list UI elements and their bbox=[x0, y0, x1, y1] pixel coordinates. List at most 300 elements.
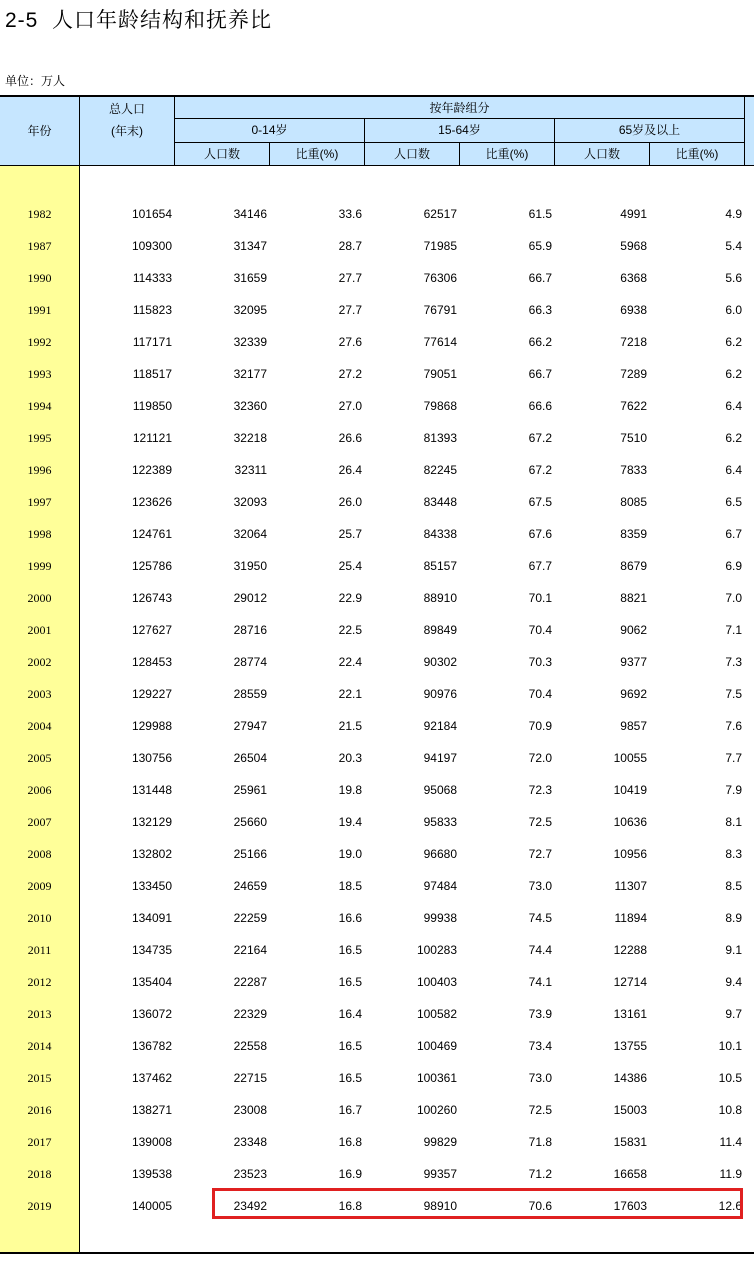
cell-pop-0-14: 32093 bbox=[233, 495, 267, 509]
cell-pct-0-14: 25.4 bbox=[338, 559, 362, 573]
table-row bbox=[0, 774, 754, 806]
cell-pct-65: 6.2 bbox=[725, 335, 742, 349]
cell-pop-0-14: 22558 bbox=[233, 1039, 267, 1053]
cell-pct-0-14: 27.7 bbox=[338, 271, 362, 285]
table-row bbox=[0, 518, 754, 550]
header-divider-1 bbox=[175, 118, 744, 119]
cell-pop-15-64: 79051 bbox=[423, 367, 457, 381]
table-row bbox=[0, 262, 754, 294]
cell-year: 2016 bbox=[27, 1103, 52, 1117]
cell-pop-65: 11894 bbox=[614, 911, 647, 925]
cell-pop-15-64: 94197 bbox=[423, 751, 457, 765]
cell-pop-15-64: 71985 bbox=[423, 239, 457, 253]
cell-total: 129988 bbox=[131, 719, 172, 733]
table-row bbox=[0, 454, 754, 486]
cell-pct-0-14: 25.7 bbox=[338, 527, 362, 541]
cell-pct-65: 7.1 bbox=[725, 623, 742, 637]
cell-year: 2009 bbox=[27, 879, 52, 893]
cell-pop-15-64: 95833 bbox=[423, 815, 457, 829]
cell-pop-15-64: 100403 bbox=[416, 975, 457, 989]
cell-pct-0-14: 16.5 bbox=[338, 943, 362, 957]
cell-pct-0-14: 22.4 bbox=[338, 655, 362, 669]
cell-pct-0-14: 19.4 bbox=[338, 815, 362, 829]
cell-pct-0-14: 16.8 bbox=[338, 1199, 362, 1213]
cell-pop-65: 7218 bbox=[620, 335, 647, 349]
cell-pop-0-14: 34146 bbox=[233, 207, 267, 221]
cell-pop-15-64: 81393 bbox=[423, 431, 457, 445]
cell-total: 124761 bbox=[131, 527, 172, 541]
cell-pop-15-64: 76791 bbox=[423, 303, 457, 317]
cell-pop-65: 15003 bbox=[613, 1103, 647, 1117]
cell-pct-65: 7.0 bbox=[725, 591, 742, 605]
cell-year: 2006 bbox=[27, 783, 52, 797]
cell-pop-65: 10055 bbox=[613, 751, 647, 765]
table-row bbox=[0, 1158, 754, 1190]
cell-pct-15-64: 70.4 bbox=[528, 623, 552, 637]
cell-pop-65: 13755 bbox=[613, 1039, 647, 1053]
table-row bbox=[0, 998, 754, 1030]
cell-pct-0-14: 22.1 bbox=[338, 687, 362, 701]
table-row bbox=[0, 582, 754, 614]
cell-pop-65: 12288 bbox=[613, 943, 647, 957]
cell-pct-15-64: 72.3 bbox=[528, 783, 552, 797]
header-year: 年份 bbox=[27, 124, 52, 138]
cell-year: 2010 bbox=[27, 911, 52, 925]
cell-pop-65: 6368 bbox=[620, 271, 647, 285]
cell-pop-15-64: 79868 bbox=[423, 399, 457, 413]
cell-pop-65: 9377 bbox=[620, 655, 647, 669]
cell-pct-15-64: 66.6 bbox=[528, 399, 552, 413]
cell-pct-0-14: 22.9 bbox=[338, 591, 362, 605]
table-row bbox=[0, 358, 754, 390]
cell-total: 134735 bbox=[131, 943, 172, 957]
table-row bbox=[0, 294, 754, 326]
cell-pct-65: 6.9 bbox=[725, 559, 742, 573]
cell-pop-15-64: 97484 bbox=[423, 879, 457, 893]
header-col-line bbox=[744, 96, 745, 166]
cell-total: 128453 bbox=[131, 655, 172, 669]
header-col-line bbox=[79, 96, 80, 166]
cell-pct-0-14: 26.4 bbox=[338, 463, 362, 477]
cell-total: 101654 bbox=[131, 207, 172, 221]
cell-total: 114333 bbox=[132, 271, 172, 285]
cell-pct-65: 9.4 bbox=[725, 975, 742, 989]
cell-pct-15-64: 70.4 bbox=[528, 687, 552, 701]
table-row bbox=[0, 550, 754, 582]
cell-pop-65: 9692 bbox=[620, 687, 647, 701]
table-body bbox=[0, 198, 754, 1222]
cell-pct-0-14: 16.5 bbox=[338, 1039, 362, 1053]
cell-year: 1998 bbox=[27, 527, 52, 541]
header-col-line bbox=[174, 96, 175, 166]
cell-pop-65: 9857 bbox=[620, 719, 647, 733]
cell-pop-0-14: 22164 bbox=[233, 943, 267, 957]
cell-pop-0-14: 32177 bbox=[233, 367, 267, 381]
cell-pop-0-14: 32095 bbox=[233, 303, 267, 317]
cell-pct-65: 7.9 bbox=[725, 783, 742, 797]
cell-pct-0-14: 27.0 bbox=[338, 399, 362, 413]
cell-pct-15-64: 70.3 bbox=[528, 655, 552, 669]
cell-year: 2017 bbox=[27, 1135, 52, 1149]
cell-pct-15-64: 71.8 bbox=[528, 1135, 552, 1149]
header-col-line bbox=[269, 142, 270, 166]
cell-total: 126743 bbox=[131, 591, 172, 605]
cell-pct-0-14: 22.5 bbox=[338, 623, 362, 637]
cell-pct-65: 8.3 bbox=[725, 847, 742, 861]
cell-pop-0-14: 28774 bbox=[233, 655, 267, 669]
cell-year: 1987 bbox=[27, 239, 52, 253]
cell-pct-0-14: 33.6 bbox=[338, 207, 362, 221]
cell-pct-0-14: 18.5 bbox=[338, 879, 362, 893]
cell-pop-0-14: 22259 bbox=[233, 911, 267, 925]
cell-pct-65: 10.5 bbox=[718, 1071, 742, 1085]
cell-pop-15-64: 100283 bbox=[416, 943, 457, 957]
cell-total: 122389 bbox=[131, 463, 172, 477]
table-row bbox=[0, 806, 754, 838]
table-row bbox=[0, 1126, 754, 1158]
cell-pct-65: 5.4 bbox=[725, 239, 742, 253]
cell-year: 1999 bbox=[27, 559, 52, 573]
cell-pct-65: 9.7 bbox=[725, 1007, 742, 1021]
table-row bbox=[0, 838, 754, 870]
cell-pct-15-64: 70.9 bbox=[528, 719, 552, 733]
cell-pop-65: 9062 bbox=[620, 623, 647, 637]
cell-total: 129227 bbox=[131, 687, 172, 701]
cell-pop-0-14: 23008 bbox=[233, 1103, 267, 1117]
cell-pct-15-64: 73.0 bbox=[528, 1071, 552, 1085]
cell-pct-0-14: 19.0 bbox=[338, 847, 362, 861]
cell-total: 132802 bbox=[131, 847, 172, 861]
cell-total: 138271 bbox=[131, 1103, 172, 1117]
cell-pct-0-14: 26.6 bbox=[338, 431, 362, 445]
cell-pop-15-64: 76306 bbox=[423, 271, 457, 285]
cell-pct-0-14: 16.5 bbox=[338, 975, 362, 989]
cell-pop-0-14: 28559 bbox=[233, 687, 267, 701]
cell-pop-0-14: 22287 bbox=[233, 975, 267, 989]
cell-pct-0-14: 16.5 bbox=[338, 1071, 362, 1085]
cell-pct-15-64: 72.5 bbox=[528, 1103, 552, 1117]
header-group-0-14: 0-14岁 bbox=[251, 123, 288, 137]
cell-pop-65: 4991 bbox=[620, 207, 647, 221]
cell-pop-0-14: 31347 bbox=[233, 239, 267, 253]
cell-pct-15-64: 72.7 bbox=[528, 847, 552, 861]
cell-pop-65: 8821 bbox=[620, 591, 647, 605]
cell-year: 2003 bbox=[27, 687, 52, 701]
table-row bbox=[0, 646, 754, 678]
cell-pct-15-64: 71.2 bbox=[528, 1167, 552, 1181]
cell-pop-0-14: 25660 bbox=[233, 815, 267, 829]
cell-pct-0-14: 21.5 bbox=[338, 719, 362, 733]
cell-pct-65: 4.9 bbox=[725, 207, 742, 221]
cell-pop-15-64: 92184 bbox=[423, 719, 457, 733]
cell-total: 121121 bbox=[132, 431, 172, 445]
header-pop-15-64: 人口数 bbox=[393, 147, 430, 161]
cell-total: 139538 bbox=[131, 1167, 172, 1181]
cell-year: 1991 bbox=[27, 303, 52, 317]
cell-pop-15-64: 100361 bbox=[416, 1071, 457, 1085]
cell-pop-65: 7622 bbox=[620, 399, 647, 413]
cell-pct-0-14: 16.7 bbox=[338, 1103, 362, 1117]
cell-pop-65: 5968 bbox=[620, 239, 647, 253]
cell-year: 2015 bbox=[27, 1071, 52, 1085]
cell-pct-65: 10.8 bbox=[718, 1103, 742, 1117]
cell-pct-0-14: 19.8 bbox=[338, 783, 362, 797]
cell-total: 118517 bbox=[132, 367, 172, 381]
cell-pct-0-14: 16.8 bbox=[338, 1135, 362, 1149]
cell-pop-0-14: 32064 bbox=[233, 527, 267, 541]
header-pct-15-64: 比重(%) bbox=[485, 147, 529, 161]
cell-pop-0-14: 24659 bbox=[233, 879, 267, 893]
cell-pct-65: 6.2 bbox=[725, 367, 742, 381]
cell-pop-0-14: 23492 bbox=[233, 1199, 267, 1213]
cell-pct-15-64: 74.1 bbox=[528, 975, 552, 989]
cell-pct-15-64: 70.1 bbox=[528, 591, 552, 605]
cell-pop-15-64: 77614 bbox=[423, 335, 457, 349]
table-row bbox=[0, 1062, 754, 1094]
cell-pct-65: 8.5 bbox=[725, 879, 742, 893]
cell-pct-15-64: 61.5 bbox=[528, 207, 552, 221]
cell-pop-0-14: 32311 bbox=[234, 463, 267, 477]
cell-pop-65: 13161 bbox=[613, 1007, 647, 1021]
table-row bbox=[0, 678, 754, 710]
cell-pct-65: 6.4 bbox=[725, 463, 742, 477]
cell-pct-65: 6.7 bbox=[725, 527, 742, 541]
cell-pop-0-14: 32360 bbox=[233, 399, 267, 413]
cell-total: 140005 bbox=[131, 1199, 172, 1213]
cell-year: 2004 bbox=[27, 719, 52, 733]
cell-pct-15-64: 74.4 bbox=[528, 943, 552, 957]
cell-total: 137462 bbox=[131, 1071, 172, 1085]
cell-pct-0-14: 27.6 bbox=[338, 335, 362, 349]
cell-pct-65: 8.9 bbox=[725, 911, 742, 925]
cell-pop-15-64: 99829 bbox=[423, 1135, 457, 1149]
table-row bbox=[0, 966, 754, 998]
cell-total: 115823 bbox=[132, 303, 172, 317]
highlight-box bbox=[212, 1188, 743, 1219]
table-row bbox=[0, 230, 754, 262]
cell-total: 109300 bbox=[131, 239, 172, 253]
header-bottom-border bbox=[0, 165, 754, 166]
cell-year: 2014 bbox=[27, 1039, 52, 1053]
cell-pct-15-64: 72.5 bbox=[528, 815, 552, 829]
cell-pop-15-64: 95068 bbox=[423, 783, 457, 797]
cell-total: 125786 bbox=[131, 559, 172, 573]
cell-pct-0-14: 27.2 bbox=[338, 367, 362, 381]
cell-year: 2013 bbox=[27, 1007, 52, 1021]
cell-pop-65: 14386 bbox=[613, 1071, 647, 1085]
cell-pct-0-14: 26.0 bbox=[338, 495, 362, 509]
cell-pop-65: 7289 bbox=[620, 367, 647, 381]
cell-year: 2001 bbox=[27, 623, 52, 637]
header-group-65: 65岁及以上 bbox=[618, 123, 681, 137]
cell-pop-15-64: 88910 bbox=[423, 591, 457, 605]
cell-total: 117171 bbox=[132, 335, 172, 349]
cell-year: 1997 bbox=[27, 495, 52, 509]
header-total-line1: 总人口 bbox=[108, 102, 145, 116]
table-row bbox=[0, 198, 754, 230]
table-header bbox=[0, 96, 754, 166]
cell-year: 2000 bbox=[27, 591, 52, 605]
cell-pop-65: 15831 bbox=[613, 1135, 647, 1149]
cell-total: 133450 bbox=[131, 879, 172, 893]
cell-pop-0-14: 32218 bbox=[233, 431, 267, 445]
cell-pop-15-64: 100582 bbox=[416, 1007, 457, 1021]
cell-year: 2008 bbox=[27, 847, 52, 861]
cell-year: 2018 bbox=[27, 1167, 52, 1181]
header-pct-0-14: 比重(%) bbox=[295, 147, 339, 161]
cell-pct-0-14: 16.4 bbox=[338, 1007, 362, 1021]
cell-pct-65: 6.5 bbox=[725, 495, 742, 509]
cell-year: 1982 bbox=[27, 207, 52, 221]
header-col-line bbox=[554, 118, 555, 166]
cell-pop-65: 8679 bbox=[620, 559, 647, 573]
cell-total: 130756 bbox=[131, 751, 172, 765]
table-row bbox=[0, 710, 754, 742]
cell-pop-65: 16658 bbox=[613, 1167, 647, 1181]
cell-pop-65: 10419 bbox=[613, 783, 647, 797]
cell-pct-15-64: 67.6 bbox=[528, 527, 552, 541]
cell-pop-15-64: 84338 bbox=[423, 527, 457, 541]
page-title: 2-5 人口年龄结构和抚养比 bbox=[5, 9, 273, 32]
header-col-line bbox=[649, 142, 650, 166]
cell-year: 1995 bbox=[27, 431, 52, 445]
cell-pop-0-14: 25961 bbox=[233, 783, 267, 797]
cell-pop-15-64: 62517 bbox=[423, 207, 457, 221]
cell-total: 136782 bbox=[131, 1039, 172, 1053]
cell-pop-15-64: 96680 bbox=[423, 847, 457, 861]
cell-pct-65: 7.6 bbox=[725, 719, 742, 733]
cell-pct-0-14: 20.3 bbox=[338, 751, 362, 765]
cell-pop-0-14: 23523 bbox=[233, 1167, 267, 1181]
header-col-line bbox=[364, 118, 365, 166]
table-row bbox=[0, 1030, 754, 1062]
cell-pop-0-14: 32339 bbox=[233, 335, 267, 349]
cell-year: 2007 bbox=[27, 815, 52, 829]
header-pop-65: 人口数 bbox=[583, 147, 620, 161]
cell-pop-65: 7833 bbox=[620, 463, 647, 477]
cell-total: 136072 bbox=[131, 1007, 172, 1021]
cell-pct-65: 7.3 bbox=[725, 655, 742, 669]
cell-pop-15-64: 98910 bbox=[423, 1199, 457, 1213]
cell-pct-15-64: 72.0 bbox=[528, 751, 552, 765]
cell-pop-0-14: 22715 bbox=[233, 1071, 267, 1085]
cell-pct-15-64: 66.7 bbox=[528, 271, 552, 285]
cell-pop-15-64: 90302 bbox=[423, 655, 457, 669]
cell-year: 2019 bbox=[27, 1199, 52, 1213]
cell-pop-15-64: 83448 bbox=[423, 495, 457, 509]
cell-pct-65: 6.2 bbox=[725, 431, 742, 445]
cell-pop-65: 7510 bbox=[620, 431, 647, 445]
cell-pop-0-14: 29012 bbox=[233, 591, 267, 605]
cell-pct-15-64: 66.7 bbox=[528, 367, 552, 381]
cell-pct-65: 10.1 bbox=[718, 1039, 742, 1053]
cell-pct-15-64: 73.0 bbox=[528, 879, 552, 893]
cell-pop-65: 8085 bbox=[620, 495, 647, 509]
header-col-line bbox=[459, 142, 460, 166]
header-by-age: 按年龄组分 bbox=[429, 101, 490, 115]
cell-pop-0-14: 23348 bbox=[233, 1135, 267, 1149]
cell-pct-15-64: 66.3 bbox=[528, 303, 552, 317]
cell-total: 119850 bbox=[132, 399, 172, 413]
cell-total: 132129 bbox=[131, 815, 172, 829]
cell-pct-15-64: 66.2 bbox=[528, 335, 552, 349]
cell-year: 2005 bbox=[27, 751, 52, 765]
cell-pop-15-64: 85157 bbox=[423, 559, 457, 573]
cell-year: 1990 bbox=[27, 271, 52, 285]
cell-pct-15-64: 67.5 bbox=[528, 495, 552, 509]
cell-pop-15-64: 100260 bbox=[416, 1103, 457, 1117]
cell-pop-0-14: 27947 bbox=[233, 719, 267, 733]
cell-pop-15-64: 99357 bbox=[423, 1167, 457, 1181]
cell-year: 2002 bbox=[27, 655, 52, 669]
header-total-line2: (年末) bbox=[111, 124, 143, 138]
cell-pct-15-64: 65.9 bbox=[528, 239, 552, 253]
cell-year: 1994 bbox=[27, 399, 52, 413]
table-row bbox=[0, 742, 754, 774]
table-bottom-border bbox=[0, 1252, 754, 1254]
cell-pop-65: 17603 bbox=[613, 1199, 647, 1213]
cell-total: 131448 bbox=[131, 783, 172, 797]
header-top-border bbox=[0, 95, 754, 97]
cell-year: 2012 bbox=[27, 975, 52, 989]
cell-pop-65: 10956 bbox=[613, 847, 647, 861]
cell-pct-0-14: 28.7 bbox=[338, 239, 362, 253]
cell-pop-65: 11307 bbox=[614, 879, 647, 893]
cell-total: 127627 bbox=[131, 623, 172, 637]
cell-pct-65: 11.9 bbox=[719, 1167, 742, 1181]
table-row bbox=[0, 422, 754, 454]
cell-pct-65: 6.0 bbox=[725, 303, 742, 317]
cell-pop-15-64: 89849 bbox=[423, 623, 457, 637]
cell-pop-0-14: 31950 bbox=[233, 559, 267, 573]
cell-year: 1996 bbox=[27, 463, 52, 477]
table-row bbox=[0, 870, 754, 902]
table-row bbox=[0, 486, 754, 518]
cell-year: 1993 bbox=[27, 367, 52, 381]
table-row bbox=[0, 326, 754, 358]
header-pct-65: 比重(%) bbox=[675, 147, 719, 161]
cell-pct-65: 7.5 bbox=[725, 687, 742, 701]
cell-pct-15-64: 67.7 bbox=[528, 559, 552, 573]
cell-pop-0-14: 22329 bbox=[233, 1007, 267, 1021]
cell-pct-15-64: 73.4 bbox=[528, 1039, 552, 1053]
cell-pct-15-64: 70.6 bbox=[528, 1199, 552, 1213]
cell-pct-65: 6.4 bbox=[725, 399, 742, 413]
cell-pop-15-64: 82245 bbox=[423, 463, 457, 477]
cell-total: 123626 bbox=[131, 495, 172, 509]
cell-pop-15-64: 100469 bbox=[416, 1039, 457, 1053]
cell-pop-0-14: 28716 bbox=[233, 623, 267, 637]
cell-total: 139008 bbox=[131, 1135, 172, 1149]
cell-pct-15-64: 67.2 bbox=[528, 463, 552, 477]
cell-pop-0-14: 31659 bbox=[233, 271, 267, 285]
cell-pct-0-14: 16.6 bbox=[338, 911, 362, 925]
cell-pop-65: 10636 bbox=[613, 815, 647, 829]
cell-pct-0-14: 27.7 bbox=[338, 303, 362, 317]
cell-pct-15-64: 74.5 bbox=[528, 911, 552, 925]
cell-pct-65: 9.1 bbox=[725, 943, 742, 957]
header-group-15-64: 15-64岁 bbox=[438, 123, 481, 137]
table-row bbox=[0, 902, 754, 934]
cell-pop-65: 8359 bbox=[620, 527, 647, 541]
cell-pop-15-64: 99938 bbox=[423, 911, 457, 925]
cell-pop-65: 12714 bbox=[613, 975, 647, 989]
cell-pct-0-14: 16.9 bbox=[338, 1167, 362, 1181]
cell-pct-65: 12.6 bbox=[718, 1199, 742, 1213]
cell-year: 2011 bbox=[27, 943, 52, 957]
unit-label: 单位：万人 bbox=[5, 74, 66, 88]
cell-pct-65: 5.6 bbox=[725, 271, 742, 285]
